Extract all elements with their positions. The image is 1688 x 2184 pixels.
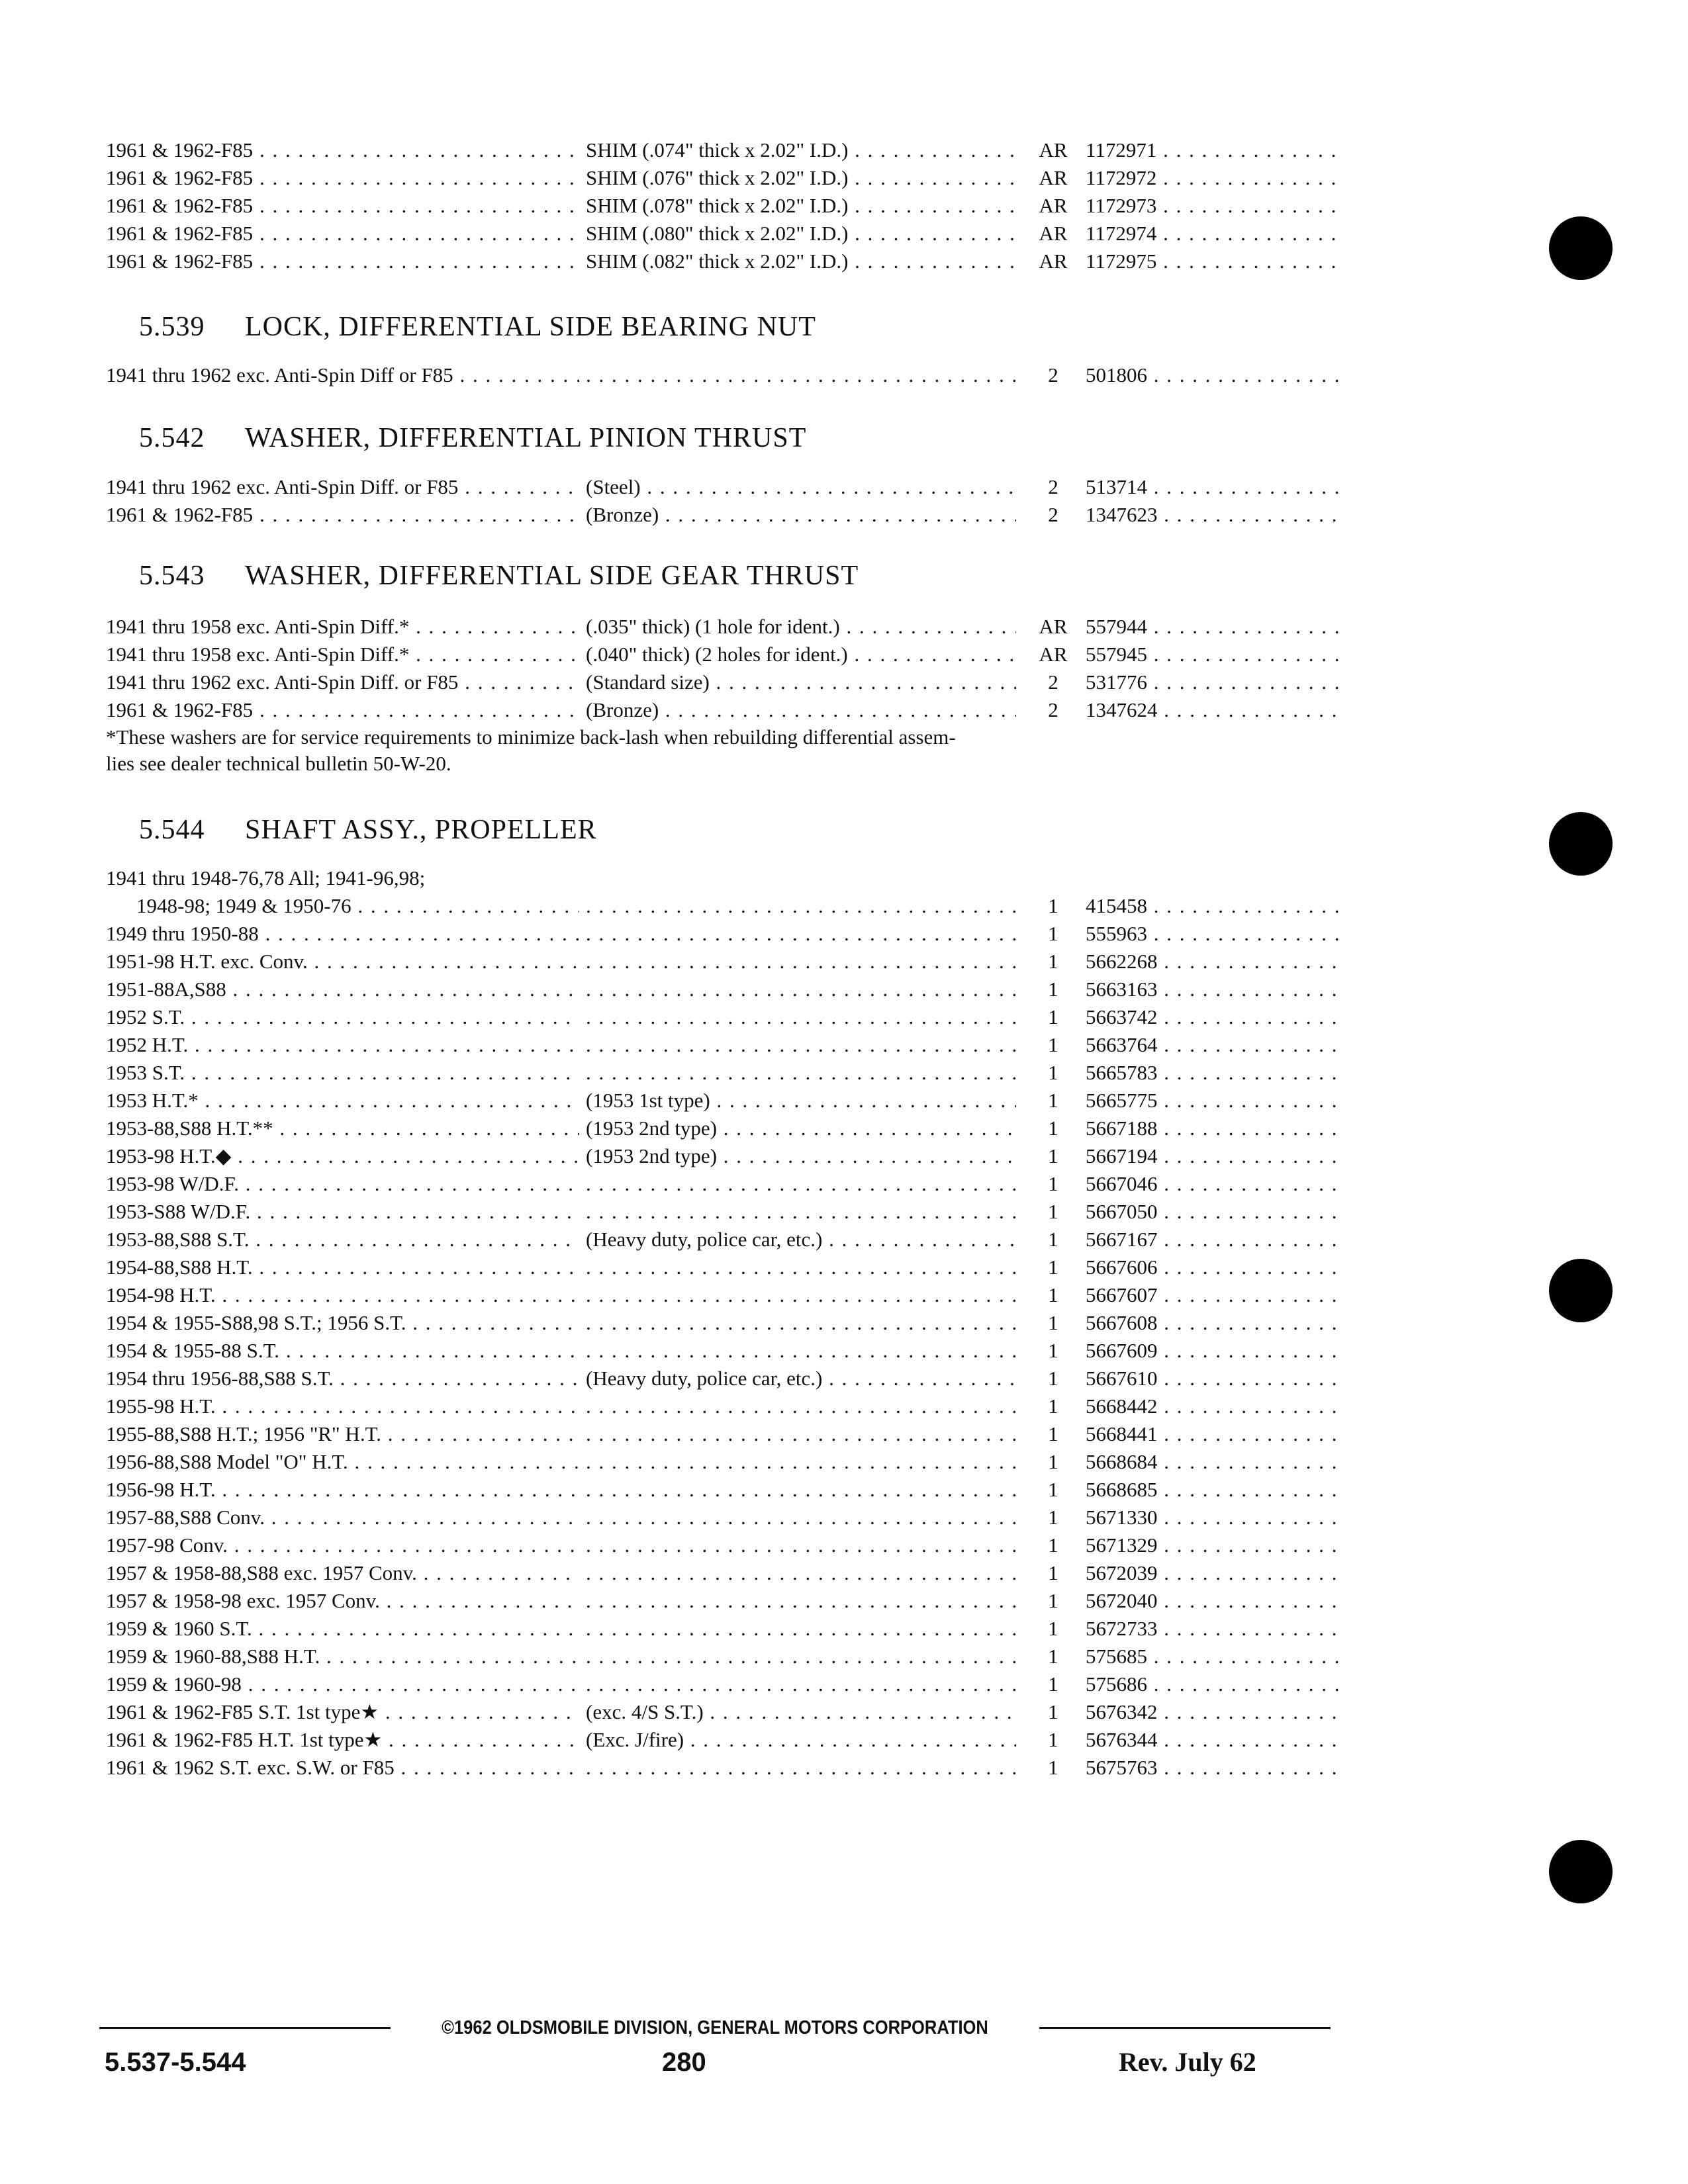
model-cell: 1955-88,S88 H.T.; 1956 "R" H.T. . . . xyxy=(106,1420,579,1448)
list-item xyxy=(106,1587,1331,1615)
description-cell: (1953 1st type) . . . xyxy=(586,1087,1016,1115)
quantity-cell: 1 xyxy=(1048,1672,1058,1696)
model-cell: 1961 & 1962-F85 . . . xyxy=(106,501,579,529)
model-cell: 1948-98; 1949 & 1950-76 . . . xyxy=(106,892,579,920)
footer-rule xyxy=(99,2015,1331,2041)
description-cell: (Bronze) . . . xyxy=(586,501,1016,529)
quantity-cell: 1 xyxy=(1048,894,1058,917)
model-cell: 1951-98 H.T. exc. Conv. . . . xyxy=(106,948,579,976)
shim-list xyxy=(106,136,1331,275)
model-cell: 1959 & 1960 S.T. . . . xyxy=(106,1615,579,1643)
quantity-cell: 1 xyxy=(1048,1645,1058,1668)
list-item xyxy=(106,1337,1331,1365)
description-cell: (.035" thick) (1 hole for ident.) . . . xyxy=(586,613,1016,641)
footnote xyxy=(106,724,1291,777)
section-5544-lead xyxy=(106,864,1331,892)
quantity-cell: 1 xyxy=(1048,1311,1058,1334)
description-cell xyxy=(586,1670,1016,1698)
description-cell xyxy=(586,1281,1016,1309)
part-number-cell: 5662268 . . . xyxy=(1086,948,1340,976)
part-number-cell: 5667167 . . . xyxy=(1086,1226,1340,1253)
list-item xyxy=(106,1281,1331,1309)
part-number-cell: 1347624 . . . xyxy=(1086,696,1340,724)
description-cell: (Exc. J/fire) . . . xyxy=(586,1726,1016,1754)
list-item xyxy=(106,1087,1331,1115)
model-cell: 1953-88,S88 S.T. . . . xyxy=(106,1226,579,1253)
list-item xyxy=(106,1476,1331,1504)
description-cell xyxy=(586,1031,1016,1059)
part-number-cell: 575686 . . . xyxy=(1086,1670,1340,1698)
section-5544-list xyxy=(106,892,1331,1782)
list-item xyxy=(106,948,1331,976)
part-number-cell: 1172973 . . . xyxy=(1086,192,1340,220)
model-cell: 1961 & 1962-F85 . . . xyxy=(106,696,579,724)
list-item xyxy=(106,1726,1331,1754)
section-5542-list xyxy=(106,473,1331,529)
list-item xyxy=(106,1059,1331,1087)
description-cell xyxy=(586,1170,1016,1198)
list-item xyxy=(106,1003,1331,1031)
model-cell: 1954 & 1955-88 S.T. . . . xyxy=(106,1337,579,1365)
quantity-cell: 2 xyxy=(1048,475,1058,498)
copyright-line xyxy=(173,2015,1257,2041)
list-item xyxy=(106,1309,1331,1337)
part-number-cell: 5667609 . . . xyxy=(1086,1337,1340,1365)
part-number-cell: 555963 . . . xyxy=(1086,920,1340,948)
quantity-cell: 1 xyxy=(1048,1561,1058,1584)
quantity-cell: AR xyxy=(1039,138,1068,161)
model-cell: 1959 & 1960-88,S88 H.T. . . . xyxy=(106,1643,579,1670)
model-cell: 1953-98 H.T.◆ . . . xyxy=(106,1142,579,1170)
section-number: 5.539 xyxy=(139,312,205,342)
part-number-cell: 5667607 . . . xyxy=(1086,1281,1340,1309)
description-cell xyxy=(586,920,1016,948)
list-item xyxy=(106,1365,1331,1392)
quantity-cell: AR xyxy=(1039,166,1068,189)
model-cell: 1956-88,S88 Model "O" H.T. . . . xyxy=(106,1448,579,1476)
quantity-cell: 2 xyxy=(1048,363,1058,387)
part-number-cell: 5675763 . . . xyxy=(1086,1754,1340,1782)
description-cell: SHIM (.076" thick x 2.02" I.D.) . . . xyxy=(586,164,1016,192)
list-item xyxy=(106,248,1331,275)
quantity-cell: 1 xyxy=(1048,1255,1058,1279)
description-cell xyxy=(586,1476,1016,1504)
list-item xyxy=(106,220,1331,248)
quantity-cell: AR xyxy=(1039,250,1068,273)
quantity-cell: AR xyxy=(1039,615,1068,638)
quantity-cell: 1 xyxy=(1048,978,1058,1001)
list-item xyxy=(106,1559,1331,1587)
list-item xyxy=(106,1226,1331,1253)
list-item xyxy=(106,1754,1331,1782)
quantity-cell: 1 xyxy=(1048,1728,1058,1751)
description-cell: (1953 2nd type) . . . xyxy=(586,1115,1016,1142)
punch-hole xyxy=(1549,1840,1613,1903)
part-number-cell: 5667050 . . . xyxy=(1086,1198,1340,1226)
section-title: SHAFT ASSY., PROPELLER xyxy=(245,815,597,845)
list-item xyxy=(106,696,1331,724)
punch-hole xyxy=(1549,812,1613,876)
description-cell: (Steel) . . . xyxy=(586,473,1016,501)
description-cell xyxy=(586,1643,1016,1670)
description-cell xyxy=(586,1587,1016,1615)
copyright-text: ©1962 OLDSMOBILE DIVISION, GENERAL MOTORS CORPORATION xyxy=(438,2017,992,2038)
model-cell: 1961 & 1962-F85 . . . xyxy=(106,220,579,248)
model-cell: 1957-98 Conv. . . . xyxy=(106,1531,579,1559)
part-number-cell: 5663742 . . . xyxy=(1086,1003,1340,1031)
description-cell: (Heavy duty, police car, etc.) . . . xyxy=(586,1365,1016,1392)
description-cell: (Standard size) . . . xyxy=(586,668,1016,696)
part-number-cell: 531776 . . . xyxy=(1086,668,1340,696)
description-cell xyxy=(586,1754,1016,1782)
description-cell: (Heavy duty, police car, etc.) . . . xyxy=(586,1226,1016,1253)
list-item xyxy=(106,1198,1331,1226)
model-cell: 1961 & 1962-F85 . . . xyxy=(106,136,579,164)
part-number-cell: 5663163 . . . xyxy=(1086,976,1340,1003)
part-number-cell: 557945 . . . xyxy=(1086,641,1340,668)
model-cell: 1941 thru 1962 exc. Anti-Spin Diff. or F85 . . . xyxy=(106,473,579,501)
quantity-cell: 1 xyxy=(1048,1450,1058,1473)
part-number-cell: 513714 . . . xyxy=(1086,473,1340,501)
model-cell: 1957 & 1958-98 exc. 1957 Conv. . . . xyxy=(106,1587,579,1615)
part-number-cell: 5671330 . . . xyxy=(1086,1504,1340,1531)
model-cell: 1951-88A,S88 . . . xyxy=(106,976,579,1003)
description-cell xyxy=(586,1448,1016,1476)
part-number-cell: 1347623 . . . xyxy=(1086,501,1340,529)
quantity-cell: 1 xyxy=(1048,1116,1058,1140)
list-item xyxy=(106,641,1331,668)
list-item xyxy=(106,501,1331,529)
quantity-cell: 2 xyxy=(1048,698,1058,721)
list-item xyxy=(106,164,1331,192)
description-cell: (.040" thick) (2 holes for ident.) . . . xyxy=(586,641,1016,668)
part-number-cell: 5676342 . . . xyxy=(1086,1698,1340,1726)
part-number-cell: 5663764 . . . xyxy=(1086,1031,1340,1059)
section-heading-5544 xyxy=(139,811,1264,848)
list-item xyxy=(106,1448,1331,1476)
model-cell: 1953-S88 W/D.F. . . . xyxy=(106,1198,579,1226)
part-number-cell: 5667188 . . . xyxy=(1086,1115,1340,1142)
model-cell: 1941 thru 1962 exc. Anti-Spin Diff. or F85 . . . xyxy=(106,668,579,696)
list-item xyxy=(106,864,1331,892)
quantity-cell: AR xyxy=(1039,643,1068,666)
description-cell xyxy=(586,1392,1016,1420)
model-cell: 1961 & 1962-F85 S.T. 1st type★ . . . xyxy=(106,1698,579,1726)
section-heading-5539 xyxy=(139,308,1264,345)
model-cell: 1949 thru 1950-88 . . . xyxy=(106,920,579,948)
list-item xyxy=(106,1115,1331,1142)
model-cell: 1957-88,S88 Conv. . . . xyxy=(106,1504,579,1531)
part-number-cell: 557944 . . . xyxy=(1086,613,1340,641)
section-5539-list xyxy=(106,361,1331,389)
footnote-line: *These washers are for service requirements to minimize back-lash when rebuilding differential assem- xyxy=(106,725,956,749)
list-item xyxy=(106,1504,1331,1531)
model-cell: 1959 & 1960-98 . . . xyxy=(106,1670,579,1698)
section-title: WASHER, DIFFERENTIAL SIDE GEAR THRUST xyxy=(245,561,859,591)
part-number-cell: 5667610 . . . xyxy=(1086,1365,1340,1392)
description-cell xyxy=(586,1504,1016,1531)
description-cell xyxy=(586,1309,1016,1337)
description-cell xyxy=(586,1531,1016,1559)
quantity-cell: 1 xyxy=(1048,1005,1058,1028)
quantity-cell: 1 xyxy=(1048,1506,1058,1529)
model-cell: 1956-98 H.T. . . . xyxy=(106,1476,579,1504)
part-number-cell: 5665775 . . . xyxy=(1086,1087,1340,1115)
model-cell: 1957 & 1958-88,S88 exc. 1957 Conv. . . . xyxy=(106,1559,579,1587)
model-cell: 1953 S.T. . . . xyxy=(106,1059,579,1087)
section-heading-5542 xyxy=(139,420,1264,457)
description-cell xyxy=(586,1615,1016,1643)
model-cell: 1953-98 W/D.F. . . . xyxy=(106,1170,579,1198)
model-cell: 1955-98 H.T. . . . xyxy=(106,1392,579,1420)
model-cell: 1954-88,S88 H.T. . . . xyxy=(106,1253,579,1281)
quantity-cell: 1 xyxy=(1048,950,1058,973)
part-number-cell: 5667046 . . . xyxy=(1086,1170,1340,1198)
list-item xyxy=(106,668,1331,696)
quantity-cell: AR xyxy=(1039,222,1068,245)
part-number-cell: 415458 . . . xyxy=(1086,892,1340,920)
quantity-cell: 1 xyxy=(1048,1533,1058,1557)
section-heading-5543 xyxy=(139,557,1264,594)
punch-hole xyxy=(1549,1259,1613,1322)
part-number-cell: 5668442 . . . xyxy=(1086,1392,1340,1420)
quantity-cell: 1 xyxy=(1048,1617,1058,1640)
part-number-cell: 5672039 . . . xyxy=(1086,1559,1340,1587)
description-cell xyxy=(586,1559,1016,1587)
list-item xyxy=(106,613,1331,641)
part-number-cell: 5667606 . . . xyxy=(1086,1253,1340,1281)
list-item xyxy=(106,1253,1331,1281)
section-number: 5.542 xyxy=(139,423,205,453)
list-item xyxy=(106,361,1331,389)
quantity-cell: 1 xyxy=(1048,1394,1058,1418)
part-number-cell: 5671329 . . . xyxy=(1086,1531,1340,1559)
quantity-cell: 1 xyxy=(1048,1061,1058,1084)
model-cell: 1954 thru 1956-88,S88 S.T. . . . xyxy=(106,1365,579,1392)
quantity-cell: 2 xyxy=(1048,503,1058,526)
page-number: 280 xyxy=(662,2048,706,2077)
description-cell xyxy=(586,361,1016,389)
description-cell xyxy=(586,1003,1016,1031)
model-cell: 1941 thru 1948-76,78 All; 1941-96,98; xyxy=(106,866,426,889)
footnote-line: lies see dealer technical bulletin 50-W-20. xyxy=(106,752,451,775)
quantity-cell: 1 xyxy=(1048,1283,1058,1306)
model-cell: 1961 & 1962-F85 . . . xyxy=(106,164,579,192)
list-item xyxy=(106,976,1331,1003)
model-cell: 1961 & 1962-F85 . . . xyxy=(106,192,579,220)
list-item xyxy=(106,192,1331,220)
description-cell: (exc. 4/S S.T.) . . . xyxy=(586,1698,1016,1726)
list-item xyxy=(106,1698,1331,1726)
description-cell: SHIM (.080" thick x 2.02" I.D.) . . . xyxy=(586,220,1016,248)
quantity-cell: 1 xyxy=(1048,1144,1058,1167)
model-cell: 1953 H.T.* . . . xyxy=(106,1087,579,1115)
list-item xyxy=(106,1420,1331,1448)
quantity-cell: 1 xyxy=(1048,1700,1058,1723)
list-item xyxy=(106,892,1331,920)
model-cell: 1952 H.T. . . . xyxy=(106,1031,579,1059)
list-item xyxy=(106,1670,1331,1698)
model-cell: 1954 & 1955-S88,98 S.T.; 1956 S.T. . . . xyxy=(106,1309,579,1337)
model-cell: 1941 thru 1958 exc. Anti-Spin Diff.* . . . xyxy=(106,613,579,641)
quantity-cell: 1 xyxy=(1048,1033,1058,1056)
list-item xyxy=(106,1392,1331,1420)
quantity-cell: 1 xyxy=(1048,1339,1058,1362)
quantity-cell: 2 xyxy=(1048,670,1058,694)
part-number-cell: 1172974 . . . xyxy=(1086,220,1340,248)
list-item xyxy=(106,1170,1331,1198)
description-cell: (1953 2nd type) . . . xyxy=(586,1142,1016,1170)
description-cell xyxy=(586,1253,1016,1281)
description-cell xyxy=(586,1059,1016,1087)
list-item xyxy=(106,1031,1331,1059)
description-cell xyxy=(586,948,1016,976)
part-number-cell: 1172971 . . . xyxy=(1086,136,1340,164)
section-number: 5.544 xyxy=(139,815,205,845)
model-cell: 1954-98 H.T. . . . xyxy=(106,1281,579,1309)
part-number-cell: 5667194 . . . xyxy=(1086,1142,1340,1170)
quantity-cell: 1 xyxy=(1048,1756,1058,1779)
list-item xyxy=(106,1531,1331,1559)
part-number-cell: 5667608 . . . xyxy=(1086,1309,1340,1337)
section-title: LOCK, DIFFERENTIAL SIDE BEARING NUT xyxy=(245,312,816,342)
quantity-cell: 1 xyxy=(1048,1228,1058,1251)
part-number-cell: 1172972 . . . xyxy=(1086,164,1340,192)
quantity-cell: 1 xyxy=(1048,1367,1058,1390)
part-number-cell: 5668441 . . . xyxy=(1086,1420,1340,1448)
section-number: 5.543 xyxy=(139,561,205,591)
description-cell: SHIM (.082" thick x 2.02" I.D.) . . . xyxy=(586,248,1016,275)
quantity-cell: 1 xyxy=(1048,1089,1058,1112)
quantity-cell: 1 xyxy=(1048,1200,1058,1223)
punch-hole xyxy=(1549,216,1613,280)
description-cell: (Bronze) . . . xyxy=(586,696,1016,724)
part-number-cell: 575685 . . . xyxy=(1086,1643,1340,1670)
section-title: WASHER, DIFFERENTIAL PINION THRUST xyxy=(245,423,807,453)
part-number-cell: 5665783 . . . xyxy=(1086,1059,1340,1087)
section-range: 5.537-5.544 xyxy=(105,2048,246,2077)
list-item xyxy=(106,1643,1331,1670)
model-cell: 1941 thru 1958 exc. Anti-Spin Diff.* . . . xyxy=(106,641,579,668)
part-number-cell: 5672040 . . . xyxy=(1086,1587,1340,1615)
quantity-cell: 1 xyxy=(1048,1589,1058,1612)
quantity-cell: 1 xyxy=(1048,1422,1058,1445)
description-cell xyxy=(586,1337,1016,1365)
description-cell: SHIM (.078" thick x 2.02" I.D.) . . . xyxy=(586,192,1016,220)
part-number-cell: 5676344 . . . xyxy=(1086,1726,1340,1754)
list-item xyxy=(106,1615,1331,1643)
list-item xyxy=(106,136,1331,164)
part-number-cell: 5672733 . . . xyxy=(1086,1615,1340,1643)
model-cell: 1953-88,S88 H.T.** . . . xyxy=(106,1115,579,1142)
quantity-cell: 1 xyxy=(1048,922,1058,945)
list-item xyxy=(106,1142,1331,1170)
description-cell: SHIM (.074" thick x 2.02" I.D.) . . . xyxy=(586,136,1016,164)
model-cell: 1961 & 1962-F85 . . . xyxy=(106,248,579,275)
list-item xyxy=(106,920,1331,948)
section-5543-list xyxy=(106,613,1331,724)
description-cell xyxy=(586,1420,1016,1448)
part-number-cell: 5668685 . . . xyxy=(1086,1476,1340,1504)
model-cell: 1961 & 1962 S.T. exc. S.W. or F85 . . . xyxy=(106,1754,579,1782)
list-item xyxy=(106,473,1331,501)
model-cell: 1941 thru 1962 exc. Anti-Spin Diff or F85 . . . xyxy=(106,361,579,389)
description-cell xyxy=(586,976,1016,1003)
quantity-cell: AR xyxy=(1039,194,1068,217)
model-cell: 1952 S.T. . . . xyxy=(106,1003,579,1031)
part-number-cell: 5668684 . . . xyxy=(1086,1448,1340,1476)
part-number-cell: 501806 . . . xyxy=(1086,361,1340,389)
revision-date: Rev. July 62 xyxy=(1119,2047,1256,2077)
model-cell: 1961 & 1962-F85 H.T. 1st type★ . . . xyxy=(106,1726,579,1754)
quantity-cell: 1 xyxy=(1048,1172,1058,1195)
part-number-cell: 1172975 . . . xyxy=(1086,248,1340,275)
description-cell xyxy=(586,1198,1016,1226)
quantity-cell: 1 xyxy=(1048,1478,1058,1501)
description-cell xyxy=(586,892,1016,920)
